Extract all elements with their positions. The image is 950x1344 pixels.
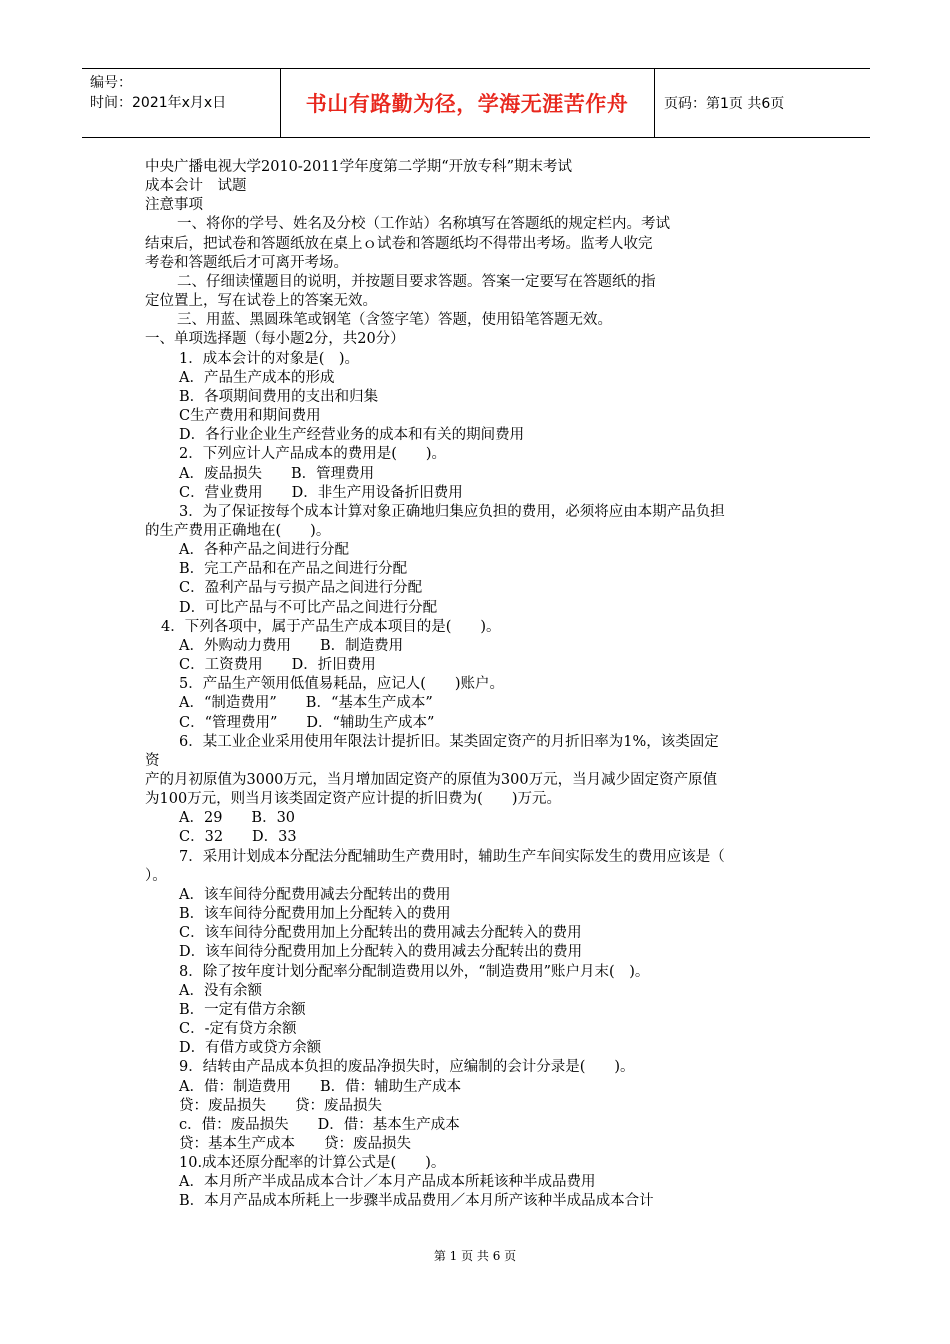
text-line: B．一定有借方余额 <box>179 1001 306 1018</box>
text-line: A．外购动力费用 B．制造费用 <box>179 637 404 654</box>
text-line: 6．某工业企业采用使用年限法计提折旧。某类固定资产的月折旧率为1%，该类固定 <box>179 733 719 750</box>
text-line: C．“管理费用” D．“辅助生产成本” <box>179 714 435 731</box>
text-line: A．借：制造费用 B．借：辅助生产成本 <box>179 1078 462 1095</box>
page-header <box>82 68 870 138</box>
text-line: A．29 B．30 <box>179 810 296 827</box>
text-line: 中央广播电视大学2010-2011学年度第二学期“开放专科”期末考试 <box>145 159 573 175</box>
text-line: D．该车间待分配费用加上分配转入的费用减去分配转出的费用 <box>179 944 583 961</box>
exam-content <box>145 158 825 1212</box>
text-line: C．-定有贷方余额 <box>179 1021 297 1038</box>
text-line: 贷：基本生产成本 贷：废品损失 <box>179 1135 411 1152</box>
text-line: B．本月产品成本所耗上一步骤半成品费用／本月所产该种半成品成本合计 <box>179 1193 654 1210</box>
text-line: 4．下列各项中，属于产品生产成本项目的是( )。 <box>161 618 501 635</box>
number-label: 编号： <box>90 75 132 91</box>
text-line: 9．结转由产品成本负担的废品净损失时，应编制的会计分录是( )。 <box>179 1059 635 1076</box>
text-line: 7．采用计划成本分配法分配辅助生产费用时，辅助生产车间实际发生的费用应该是（ <box>179 848 725 865</box>
text-line: C．该车间待分配费用加上分配转出的费用减去分配转入的费用 <box>179 925 582 942</box>
text-line: 为100万元，则当月该类固定资产应计提的折旧费为( )万元。 <box>145 791 561 808</box>
text-line: D．有借方或贷方余额 <box>179 1040 322 1057</box>
header-page-cell <box>654 69 870 137</box>
text-line: B．该车间待分配费用加上分配转入的费用 <box>179 906 451 923</box>
time-label: 时间：2021年x月x日 <box>90 95 227 111</box>
text-line: A．没有余额 <box>179 982 262 999</box>
text-line: 二、仔细读懂题目的说明，并按题目要求答题。答案一定要写在答题纸的指 <box>177 273 656 290</box>
text-line: 注意事项 <box>145 197 203 214</box>
text-line: B．完工产品和在产品之间进行分配 <box>179 561 408 578</box>
text-line: A．该车间待分配费用减去分配转出的费用 <box>179 886 451 903</box>
text-line: D．各行业企业生产经营业务的成本和有关的期间费用 <box>179 427 525 444</box>
text-line: 一、单项选择题（每小题2分，共20分） <box>145 331 405 348</box>
text-line: 考卷和答题纸后才可离开考场。 <box>145 254 348 271</box>
text-line: 三、用蓝、黑圆珠笔或钢笔（含签字笔）答题，使用铅笔答题无效。 <box>177 312 612 329</box>
text-line: 1．成本会计的对象是( )。 <box>179 350 360 367</box>
text-line: 10.成本还原分配率的计算公式是( )。 <box>179 1155 446 1172</box>
text-line: 资 <box>145 752 160 769</box>
page-footer: 第 1 页 共 6 页 <box>433 1249 517 1263</box>
header-motto-cell <box>280 69 655 137</box>
text-line: 结束后，把试卷和答题纸放在桌上ｏ试卷和答题纸均不得带出考场。监考人收完 <box>145 235 653 252</box>
text-line: 贷：废品损失 贷：废品损失 <box>179 1097 382 1114</box>
motto-text: 书山有路勤为径，学海无涯苦作舟 <box>305 92 629 116</box>
text-line: 的生产费用正确地在( )。 <box>145 522 331 539</box>
text-line: C．营业费用 D．非生产用设备折旧费用 <box>179 484 463 501</box>
text-line: 产的月初原值为3000万元，当月增加固定资产的原值为300万元，当月减少固定资产原值 <box>145 772 718 788</box>
text-line: 一、将你的学号、姓名及分校（工作站）名称填写在答题纸的规定栏内。考试 <box>177 216 670 233</box>
text-line: 8．除了按年度计划分配率分配制造费用以外，“制造费用”账户月末( )。 <box>179 963 650 980</box>
text-line: 5．产品生产领用低值易耗品，应记人( )账户。 <box>179 676 505 693</box>
text-line: C．32 D．33 <box>179 829 297 846</box>
text-line: C．工资费用 D．折旧费用 <box>179 657 376 674</box>
text-line: 2．下列应计人产品成本的费用是( )。 <box>179 446 447 463</box>
text-line: ）。 <box>145 867 167 884</box>
page-info: 页码：第1页 共6页 <box>664 96 785 112</box>
text-line: A．产品生产成本的形成 <box>179 369 335 386</box>
text-line: D．可比产品与不可比产品之间进行分配 <box>179 599 438 616</box>
text-line: A．本月所产半成品成本合计／本月产品成本所耗该种半成品费用 <box>179 1174 596 1191</box>
text-line: 成本会计 试题 <box>145 178 247 195</box>
text-line: 定位置上，写在试卷上的答案无效。 <box>145 293 377 310</box>
text-line: C．盈利产品与亏损产品之间进行分配 <box>179 580 423 597</box>
header-meta-cell <box>82 69 281 137</box>
text-line: A．废品损失 B．管理费用 <box>179 465 375 482</box>
text-line: B．各项期间费用的支出和归集 <box>179 388 379 405</box>
text-line: c．借：废品损失 D．借：基本生产成本 <box>179 1116 460 1133</box>
text-line: A．“制造费用” B．“基本生产成本” <box>179 695 433 712</box>
text-line: 3．为了保证按每个成本计算对象正确地归集应负担的费用，必须将应由本期产品负担 <box>179 503 725 520</box>
text-line: C生产费用和期间费用 <box>179 408 321 425</box>
text-line: A．各种产品之间进行分配 <box>179 542 349 559</box>
